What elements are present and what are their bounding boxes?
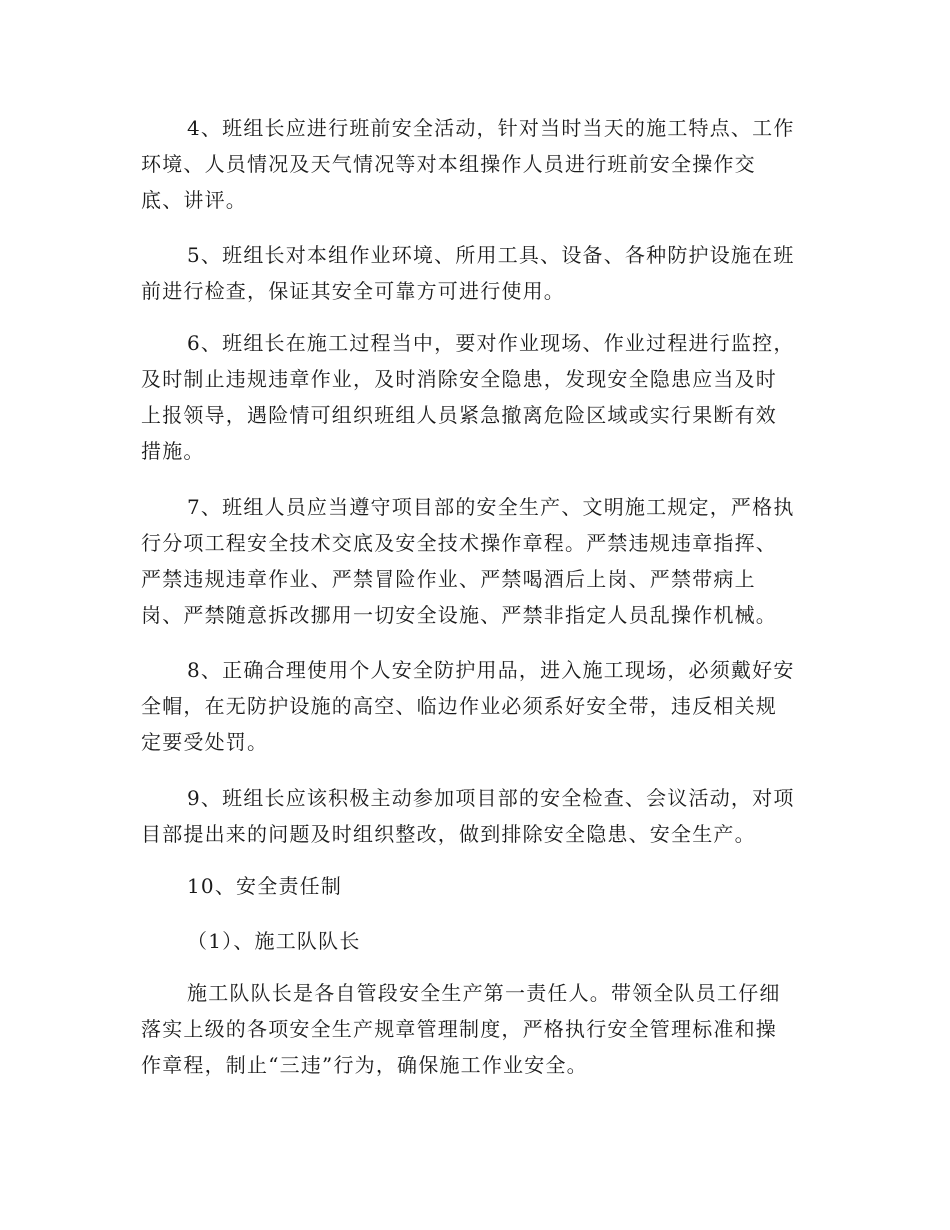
text-line: 底、讲评。 (141, 188, 247, 212)
text-line: 8、正确合理使用个人安全防护用品，进入施工现场，必须戴好安 (187, 658, 795, 682)
text-line: 环境、人员情况及天气情况等对本组操作人员进行班前安全操作交 (141, 152, 756, 176)
text-line: 9、班组长应该积极主动参加项目部的安全检查、会议活动，对项 (187, 786, 795, 810)
text-line: 全帽，在无防护设施的高空、临边作业必须系好安全带，违反相关规 (141, 694, 777, 718)
text-line: 及时制止违规违章作业，及时消除安全隐患，发现安全隐患应当及时 (141, 367, 777, 391)
text-line: 前进行检查，保证其安全可靠方可进行使用。 (141, 279, 565, 303)
text-line: 7、班组人员应当遵守项目部的安全生产、文明施工规定，严格执 (187, 495, 795, 519)
text-line: 上报领导，遇险情可组织班组人员紧急撤离危险区域或实行果断有效 (141, 403, 777, 427)
section-heading-10 (141, 868, 813, 904)
text-line: 4、班组长应进行班前安全活动，针对当时当天的施工特点、工作 (187, 116, 795, 140)
text-line: 10、安全责任制 (187, 874, 343, 898)
text-line: 行分项工程安全技术交底及安全技术操作章程。严禁违规违章指挥、 (141, 531, 777, 555)
text-line: 作章程，制止“三违”行为，确保施工作业安全。 (141, 1053, 588, 1077)
paragraph-item-6 (141, 325, 813, 469)
text-line: （1）、施工队队长 (187, 929, 361, 953)
paragraph-item-7 (141, 489, 813, 633)
paragraph-item-4 (141, 110, 813, 218)
text-line: 严禁违规违章作业、严禁冒险作业、严禁喝酒后上岗、严禁带病上 (141, 567, 756, 591)
paragraph-item-9 (141, 780, 813, 852)
paragraph-item-5 (141, 237, 813, 309)
text-line: 定要受处罚。 (141, 730, 269, 754)
text-line: 落实上级的各项安全生产规章管理制度，严格执行安全管理标准和操 (141, 1017, 777, 1041)
paragraph-team-leader (141, 975, 813, 1083)
text-line: 5、班组长对本组作业环境、所用工具、设备、各种防护设施在班 (187, 243, 795, 267)
text-line: 6、班组长在施工过程当中，要对作业现场、作业过程进行监控， (187, 331, 795, 355)
paragraph-item-8 (141, 652, 813, 760)
text-line: 岗、严禁随意拆改挪用一切安全设施、严禁非指定人员乱操作机械。 (141, 603, 777, 627)
subsection-heading-1 (141, 923, 813, 959)
text-line: 目部提出来的问题及时组织整改，做到排除安全隐患、安全生产。 (141, 822, 756, 846)
text-line: 施工队队长是各自管段安全生产第一责任人。带领全队员工仔细 (187, 981, 781, 1005)
text-line: 措施。 (141, 439, 205, 463)
